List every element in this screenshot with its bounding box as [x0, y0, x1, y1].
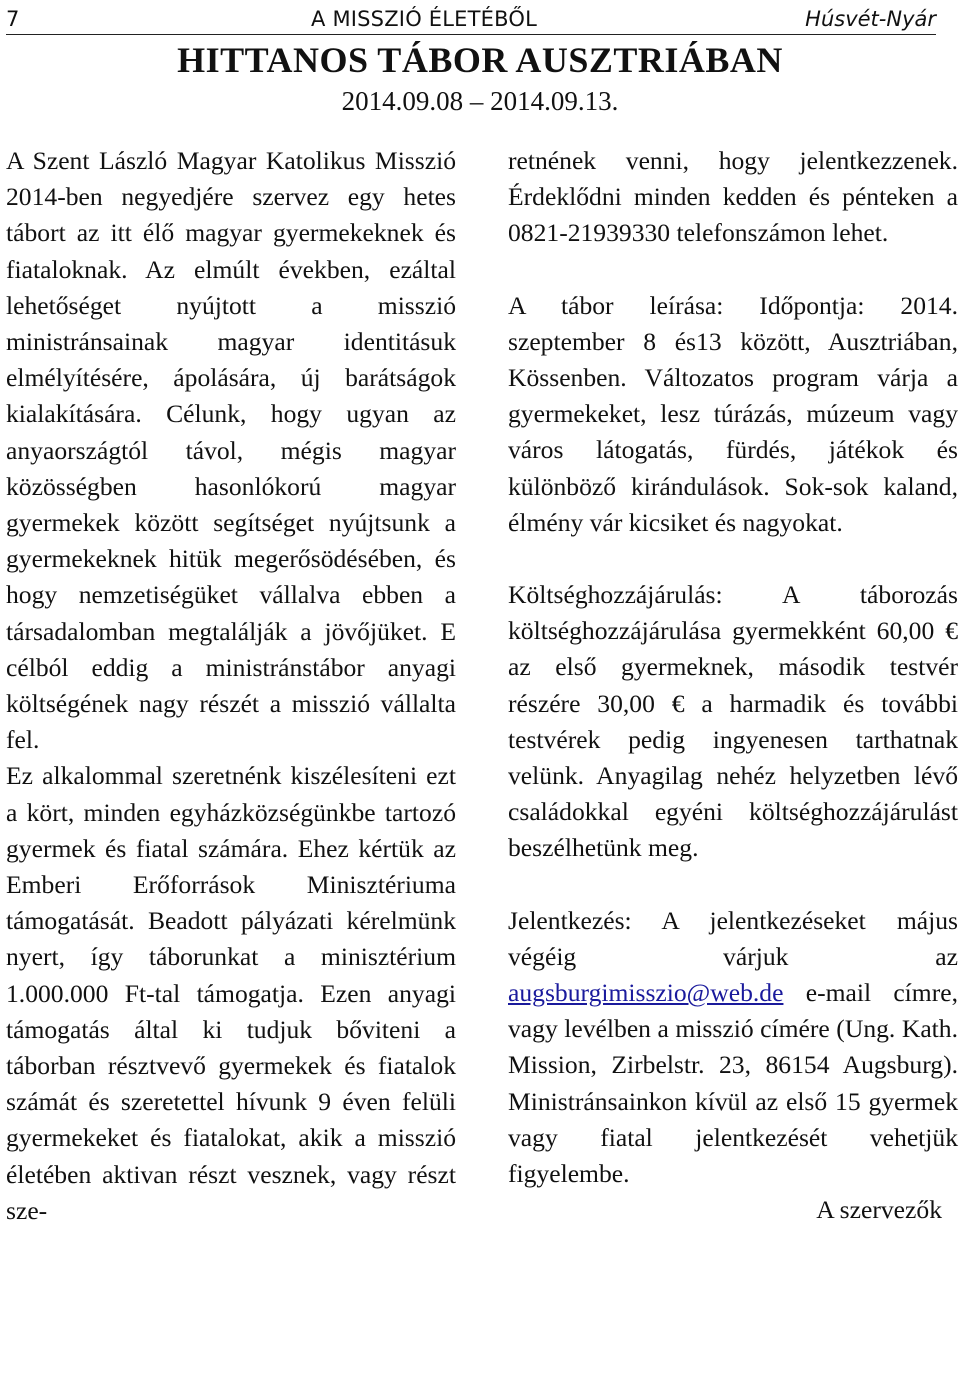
- page-number: 7: [6, 7, 20, 31]
- email-link[interactable]: augsburgimisszio@web.de: [508, 978, 784, 1008]
- article-title: HITTANOS TÁBOR AUSZTRIÁBAN: [177, 40, 783, 80]
- paragraph-spacer: [508, 252, 958, 288]
- section-title: A MISSZIÓ ÉLETÉBŐL: [311, 7, 537, 31]
- registration-text-after: e-mail címre, vagy levélben a misszió címére (Ung. Kath. Mission, Zirbelstr. 23, 86154 Augsburg). Ministránsainkon kívül az első 15 gyermek vagy fiatal jelentkezését vehetjük figyelembe.: [508, 978, 958, 1189]
- paragraph-spacer: [508, 541, 958, 577]
- issue-label: Húsvét-Nyár: [805, 7, 936, 31]
- paragraph-cost: Költséghozzájárulás: A táborozás költséghozzájárulása gyermekként 60,00 € az első gyermeknek, második testvér részére 30,00 € a harmadik és további testvérek pedig ingyenesen tarthatnak velünk. Anyagilag nehéz helyzetben lévő családokkal egyéni költséghozzájárulást beszélhetünk meg.: [508, 580, 958, 863]
- paragraph-support: Ez alkalommal szeretnénk kiszélesíteni ezt a kört, minden egyházközségünkbe tartozó gyermek és fiatal számára. Ehez kértük az Emberi Erőforrások Minisztériuma támogatását. Beadott pályázati kérelmünk nyert, így táborunkat a minisztérium 1.000.000 Ft-tal támogatja. Ezen anyagi támogatás által ki tudjuk bőviteni a táborban résztvevő gyermekek és fiatalok számát és szeretettel hívunk 9 éven felüli gyermekeket és fiatalokat, akik a misszió életében aktivan részt vesznek, vagy részt sze-: [6, 761, 456, 1225]
- page-header: [6, 4, 936, 35]
- signature: A szervezők: [816, 1195, 942, 1225]
- article-dates: 2014.09.08 – 2014.09.13.: [341, 86, 619, 116]
- paragraph-intro: A Szent László Magyar Katolikus Misszió 2014-ben negyedjére szervez egy hetes tábort az itt élő magyar gyermekeknek és fiataloknak. Az elmúlt években, ezáltal lehetőséget nyújtott a misszió ministránsainak magyar identitásuk elmélyítésére, ápolására, új barátságok kialakítására. Célunk, hogy ugyan az anyaországtól távol, mégis magyar közösségben hasonlókorú magyar gyermekek között segítséget nyújtsunk a gyermekeknek hitük megerősödésében, és hogy nemzetiségüket vállalva ebben a társadalomban megtalálják a jövőjüket. E célból eddig a ministránstábor anyagi költségének nagy részét a misszió vállalta fel.: [6, 146, 456, 755]
- paragraph-description: A tábor leírása: Időpontja: 2014. szeptember 8 és13 között, Ausztriában, Kössenben. Változatos program várja a gyermekeket, lesz túrázás, múzeum vagy város látogatás, fürdés, játékok és különböző kirándulások. Sok-sok kaland, élmény vár kicsiket és nagyokat.: [508, 290, 958, 537]
- right-column: [508, 143, 958, 1228]
- paragraph-spacer: [508, 867, 958, 903]
- registration-text-before: Jelentkezés: A jelentkezéseket május végéig várjuk az: [508, 905, 958, 971]
- left-column: [6, 143, 456, 1229]
- paragraph-contact: retnének venni, hogy jelentkezzenek. Érdeklődni minden kedden és pénteken a 0821-21939330 telefonszámon lehet.: [508, 146, 958, 248]
- paragraph-registration: [508, 903, 958, 1193]
